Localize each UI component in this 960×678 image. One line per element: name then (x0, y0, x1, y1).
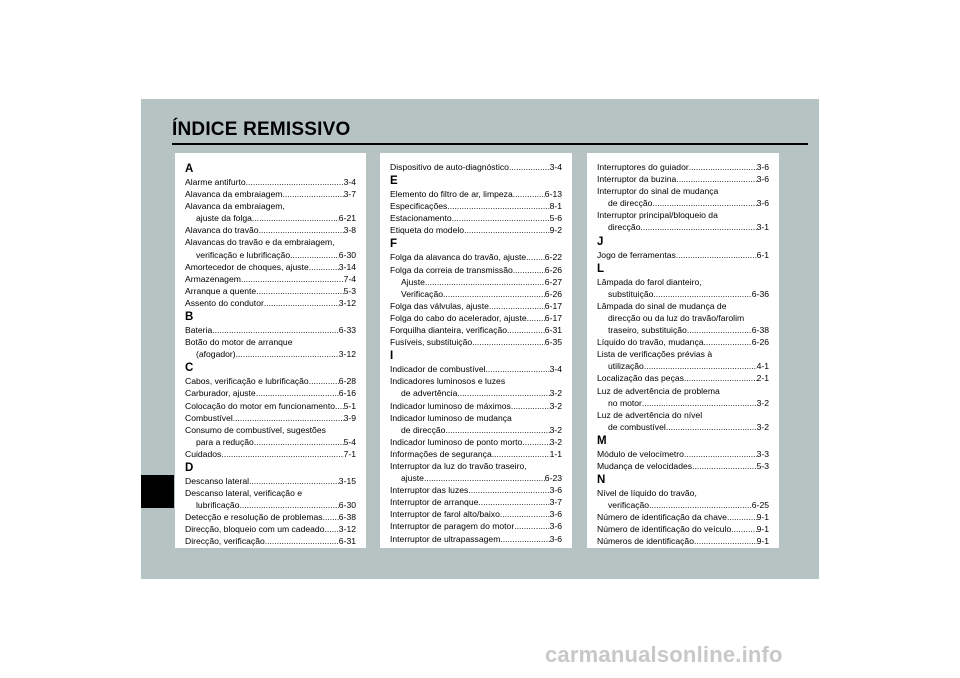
page-number: 3-3 (756, 448, 769, 459)
dot-leader (241, 273, 344, 285)
dot-leader (689, 161, 757, 173)
dot-leader (478, 496, 549, 508)
index-entry (597, 372, 769, 384)
index-entry (185, 448, 356, 460)
entry-text: Amortecedor de choques, ajuste (185, 261, 309, 272)
index-entry (597, 288, 769, 300)
page-number: 6-36 (751, 288, 769, 299)
index-entry (597, 161, 769, 173)
index-entry (597, 221, 769, 233)
index-entry-heading: Consumo de combustível, sugestões (185, 424, 326, 435)
dot-leader (704, 336, 752, 348)
page-number: 5-4 (343, 436, 356, 447)
dot-leader (265, 535, 339, 547)
entry-text: Combustível (185, 412, 233, 423)
dot-leader (254, 436, 344, 448)
entry-text: Folga do cabo do acelerador, ajuste (390, 312, 527, 323)
entry-text: Armazenagem (185, 273, 241, 284)
index-entry-heading: Luz de advertência do nível (597, 409, 703, 420)
dot-leader (290, 249, 339, 261)
index-entry-heading: Interruptor da luz do travão traseiro, (390, 460, 527, 471)
page-number: 3-2 (549, 436, 562, 447)
entry-text: ajuste da folga (196, 213, 252, 224)
entry-text: Números de identificação (597, 536, 694, 547)
index-entry (390, 200, 562, 212)
index-entry (390, 224, 562, 236)
index-entry (185, 285, 356, 297)
index-column-2 (380, 153, 572, 548)
entry-text: para a redução (196, 436, 254, 447)
page-number: 3-12 (338, 297, 356, 308)
index-entry (597, 360, 769, 372)
dot-leader (464, 224, 550, 236)
index-entry (390, 436, 562, 448)
entry-text: Interruptor de farol alto/baixo (390, 509, 500, 520)
entry-text: Estacionamento (390, 213, 452, 224)
entry-text: Bateria (185, 325, 213, 336)
entry-text: Interruptor de paragem do motor (390, 521, 515, 532)
page-number: 6-30 (338, 500, 356, 511)
page-number: 3-6 (549, 509, 562, 520)
index-entry (390, 496, 562, 508)
index-entry (597, 523, 769, 535)
entry-text: de direcção (401, 424, 446, 435)
entry-text: Interruptor de arranque (390, 497, 479, 508)
entry-text: Etiqueta do modelo (390, 225, 465, 236)
index-entry (390, 212, 562, 224)
index-entry (597, 535, 769, 547)
page-number: 3-1 (756, 222, 769, 233)
page-number: 6-1 (756, 249, 769, 260)
page-number: 5-6 (549, 213, 562, 224)
entry-text: Alavanca do travão (185, 225, 259, 236)
dot-leader (727, 511, 757, 523)
dot-leader (256, 387, 339, 399)
index-entry (390, 363, 562, 375)
entry-text: Interruptor de ultrapassagem (390, 533, 501, 544)
index-entry (597, 499, 769, 511)
dot-leader (649, 499, 752, 511)
entry-text: Alarme antifurto (185, 177, 246, 187)
dot-leader (256, 285, 343, 297)
page-number: 6-21 (338, 213, 356, 224)
index-entry (597, 173, 769, 185)
page-number: 8-1 (549, 201, 562, 212)
index-entry (597, 448, 769, 460)
dot-leader (424, 472, 545, 484)
dot-leader (642, 397, 757, 409)
dot-leader (335, 400, 344, 412)
dot-leader (684, 448, 757, 460)
dot-leader (282, 188, 343, 200)
entry-text: Especificações (390, 201, 448, 212)
section-letter: I (390, 350, 394, 363)
index-entry (185, 188, 356, 200)
page-number: 3-14 (338, 261, 356, 272)
index-entry (597, 336, 769, 348)
entry-text: Folga da alavanca do travão, ajuste (390, 252, 527, 263)
dot-leader (511, 400, 550, 412)
dot-leader (425, 276, 545, 288)
dot-leader (252, 212, 339, 224)
dot-leader (687, 324, 752, 336)
entry-text: Jogo de ferramentas (597, 249, 676, 260)
index-entry (390, 508, 562, 520)
index-entry (390, 288, 562, 300)
page-number: 9-1 (756, 512, 769, 523)
dot-leader (513, 264, 545, 276)
entry-text: Dispositivo de auto-diagnóstico (390, 162, 509, 172)
dot-leader (323, 511, 339, 523)
index-entry (185, 261, 356, 273)
dot-leader (676, 173, 756, 185)
dot-leader (445, 424, 549, 436)
dot-leader (472, 336, 545, 348)
page-number: 3-4 (343, 177, 356, 187)
entry-text: no motor (608, 397, 642, 408)
entry-text: Carburador, ajuste (185, 388, 256, 399)
section-letter: B (185, 311, 194, 324)
page-number: 4-1 (756, 361, 769, 372)
page-number: 1-1 (549, 448, 562, 459)
section-letter: L (597, 262, 605, 275)
index-entry-heading: Indicadores luminosos e luzes (390, 376, 506, 387)
dot-leader (644, 360, 757, 372)
entry-text: Assento do condutor (185, 297, 264, 308)
page-number: 6-26 (544, 264, 562, 275)
index-entry (390, 276, 562, 288)
entry-text: verificação e lubrificação (196, 249, 291, 260)
entry-text: lubrificação (196, 500, 240, 511)
dot-leader (246, 176, 344, 188)
page-number: 6-33 (338, 325, 356, 336)
entry-text: Informações de segurança (390, 448, 492, 459)
section-letter: E (390, 175, 398, 188)
entry-text: Módulo de velocímetro (597, 448, 684, 459)
page-number: 5-3 (756, 460, 769, 471)
entry-text: substituição (608, 288, 654, 299)
entry-text: Descanso lateral (185, 475, 250, 486)
entry-text: Forquilha dianteira, verificação (390, 325, 508, 336)
page-number: 2-1 (756, 373, 769, 384)
section-letter: F (390, 238, 398, 251)
dot-leader (492, 448, 550, 460)
page-number: 6-22 (544, 252, 562, 263)
dot-leader (489, 300, 545, 312)
index-entry-heading: Luz de advertência de problema (597, 385, 720, 396)
entry-text: verificação (608, 500, 650, 511)
entry-text: Interruptores do guiador (597, 162, 689, 172)
dot-leader (239, 499, 338, 511)
index-entry (185, 273, 356, 285)
page-number: 6-38 (338, 512, 356, 523)
dot-leader (684, 372, 757, 384)
dot-leader (221, 448, 343, 460)
section-letter: J (597, 235, 604, 248)
entry-text: Indicador de combustível (390, 364, 486, 375)
dot-leader (731, 523, 756, 535)
page-number: 3-2 (549, 400, 562, 411)
page-number: 6-28 (338, 376, 356, 387)
index-entry (185, 499, 356, 511)
entry-text: Cabos, verificação e lubrificação (185, 376, 309, 387)
entry-text: Fusíveis, substituição (390, 337, 473, 348)
dot-leader (249, 475, 339, 487)
index-entry (390, 300, 562, 312)
index-entry-heading: Lâmpada do sinal de mudança de (597, 300, 727, 311)
entry-text: (afogador) (196, 349, 236, 360)
index-entry (185, 475, 356, 487)
entry-text: utilização (608, 361, 644, 372)
watermark: carmanualsonline.info (545, 642, 783, 667)
index-entry (185, 249, 356, 261)
entry-text: Localização das peças (597, 373, 684, 384)
index-entry-heading: Indicador luminoso de mudança (390, 412, 512, 423)
dot-leader (309, 261, 339, 273)
index-entry (185, 400, 356, 412)
page-number: 3-2 (549, 388, 562, 399)
entry-text: Direcção, bloqueio com um cadeado (185, 524, 325, 535)
index-entry (390, 336, 562, 348)
index-entry (390, 312, 562, 324)
entry-text: Líquido do travão, mudança (597, 337, 704, 348)
entry-text: de direcção (608, 198, 653, 209)
dot-leader (443, 288, 545, 300)
dot-leader (309, 375, 339, 387)
index-entry-heading: Lâmpada do farol dianteiro, (597, 276, 702, 287)
page-number: 6-35 (544, 337, 562, 348)
entry-text: Cuidados (185, 448, 222, 459)
index-entry-heading: Lista de verificações prévias à (597, 349, 713, 360)
index-column-1 (175, 153, 366, 548)
index-entry (185, 535, 356, 547)
page-number: 5-3 (343, 285, 356, 296)
page-number: 6-25 (751, 500, 769, 511)
index-entry (185, 224, 356, 236)
entry-text: traseiro, substituição (608, 325, 687, 336)
index-entry (390, 161, 562, 173)
index-entry (390, 251, 562, 263)
page-number: 3-6 (549, 521, 562, 532)
section-letter: N (597, 474, 606, 487)
page-number: 3-2 (549, 424, 562, 435)
index-entry (597, 460, 769, 472)
index-entry-heading: Nível de líquido do travão, (597, 488, 697, 499)
dot-leader (233, 412, 344, 424)
section-letter: A (185, 163, 194, 175)
dot-leader (468, 484, 549, 496)
page-title: ÍNDICE REMISSIVO (172, 119, 351, 140)
index-entry (185, 436, 356, 448)
dot-leader (325, 523, 339, 535)
entry-text: Indicador luminoso de máximos (390, 400, 511, 411)
page-number: 3-8 (343, 225, 356, 236)
dot-leader (526, 251, 545, 263)
title-rule (172, 143, 808, 145)
page-number: 9-2 (549, 225, 562, 236)
index-entry (597, 249, 769, 261)
entry-text: Folga das válvulas, ajuste (390, 300, 489, 311)
dot-leader (640, 221, 756, 233)
dot-leader (653, 288, 751, 300)
index-entry (390, 533, 562, 545)
dot-leader (500, 508, 550, 520)
page-number: 3-2 (756, 421, 769, 432)
index-column-3 (587, 153, 779, 548)
index-entry (390, 188, 562, 200)
index-entry (185, 297, 356, 309)
dot-leader (666, 421, 757, 433)
page-number: 6-17 (544, 300, 562, 311)
dot-leader (527, 312, 545, 324)
index-entry (185, 523, 356, 535)
entry-text: de combustível (608, 421, 666, 432)
entry-text: Interruptor das luzes (390, 485, 469, 496)
page-number: 3-15 (338, 475, 356, 486)
index-entry (185, 387, 356, 399)
entry-text: Elemento do filtro de ar, limpeza (390, 189, 513, 200)
entry-text: Colocação do motor em funcionamento (185, 400, 335, 411)
index-entry (185, 176, 356, 188)
dot-leader (676, 249, 757, 261)
entry-text: Indicador luminoso de ponto morto (390, 436, 523, 447)
dot-leader (652, 197, 756, 209)
index-entry (390, 264, 562, 276)
entry-text: Arranque a quente (185, 285, 257, 296)
page-number: 6-13 (544, 189, 562, 200)
dot-leader (514, 520, 549, 532)
dot-leader (507, 324, 545, 336)
dot-leader (236, 348, 339, 360)
page-number: 6-27 (544, 276, 562, 287)
index-entry-heading: Alavanca da embraiagem, (185, 201, 285, 212)
index-entry (390, 324, 562, 336)
page-number: 3-6 (756, 198, 769, 209)
entry-text: Número de identificação do veículo (597, 524, 732, 535)
index-entry (597, 324, 769, 336)
entry-text: Detecção e resolução de problemas (185, 512, 323, 523)
page-number: 3-4 (549, 364, 562, 375)
index-entry (185, 375, 356, 387)
index-entry-heading: direcção ou da luz do travão/farolim (608, 312, 745, 323)
dot-leader (692, 460, 757, 472)
dot-leader (259, 224, 344, 236)
page-number: 3-2 (756, 397, 769, 408)
index-entry (185, 412, 356, 424)
section-letter: C (185, 362, 194, 375)
section-letter: D (185, 461, 194, 474)
page-number: 6-16 (338, 388, 356, 399)
index-entry (185, 324, 356, 336)
entry-text: ajuste (401, 473, 424, 484)
dot-leader (452, 212, 550, 224)
page-number: 6-23 (544, 473, 562, 484)
page-number: 6-26 (544, 288, 562, 299)
page-number: 6-31 (544, 325, 562, 336)
page-number: 7-4 (343, 273, 356, 284)
dot-leader (513, 188, 545, 200)
page-number: 6-38 (751, 325, 769, 336)
dot-leader (500, 533, 549, 545)
section-tab (141, 475, 174, 508)
dot-leader (486, 363, 550, 375)
dot-leader (212, 324, 339, 336)
dot-leader (522, 436, 549, 448)
entry-text: Verificação (401, 288, 444, 299)
dot-leader (694, 535, 757, 547)
entry-text: Interruptor da buzina (597, 174, 677, 185)
page-number: 6-31 (338, 536, 356, 547)
index-entry (390, 424, 562, 436)
page-number: 3-7 (343, 189, 356, 200)
dot-leader (509, 161, 550, 173)
index-entry (185, 511, 356, 523)
index-entry (390, 472, 562, 484)
page-number: 6-26 (751, 337, 769, 348)
entry-text: Ajuste (401, 276, 425, 287)
page-number: 3-9 (343, 412, 356, 423)
index-entry (390, 448, 562, 460)
page-number: 3-6 (756, 162, 769, 172)
page-number: 9-1 (756, 536, 769, 547)
entry-text: Folga da correia de transmissão (390, 264, 513, 275)
index-entry (390, 484, 562, 496)
page-number: 3-12 (338, 524, 356, 535)
index-entry (597, 511, 769, 523)
page-number: 5-1 (343, 400, 356, 411)
page-number: 6-30 (338, 249, 356, 260)
page-number: 3-6 (756, 174, 769, 185)
page-number: 3-4 (549, 162, 562, 172)
page-number: 3-7 (549, 497, 562, 508)
dot-leader (447, 200, 549, 212)
index-entry (185, 212, 356, 224)
index-entry-heading: Botão do motor de arranque (185, 337, 293, 348)
index-entry (597, 397, 769, 409)
entry-text: Direcção, verificação (185, 536, 265, 547)
index-entry-heading: Descanso lateral, verificação e (185, 488, 303, 499)
page-number: 3-12 (338, 349, 356, 360)
entry-text: Mudança de velocidades (597, 460, 693, 471)
section-letter: M (597, 434, 607, 447)
entry-text: Alavanca da embraiagem (185, 189, 283, 200)
index-entry-heading: Alavancas do travão e da embraiagem, (185, 237, 335, 248)
dot-leader (457, 387, 549, 399)
entry-text: direcção (608, 222, 641, 233)
index-entry-heading: Interruptor principal/bloqueio da (597, 210, 718, 221)
index-entry-heading: Interruptor do sinal de mudança (597, 186, 719, 197)
index-entry (597, 197, 769, 209)
page-number: 7-1 (343, 448, 356, 459)
page-number: 9-1 (756, 524, 769, 535)
index-entry (597, 421, 769, 433)
entry-text: Número de identificação da chave (597, 512, 727, 523)
entry-text: de advertência (401, 388, 458, 399)
page-number: 6-17 (544, 312, 562, 323)
index-entry (390, 400, 562, 412)
index-entry (390, 387, 562, 399)
page-number: 3-6 (549, 533, 562, 544)
dot-leader (264, 297, 339, 309)
index-entry (185, 348, 356, 360)
index-entry (390, 520, 562, 532)
page-number: 3-6 (549, 485, 562, 496)
